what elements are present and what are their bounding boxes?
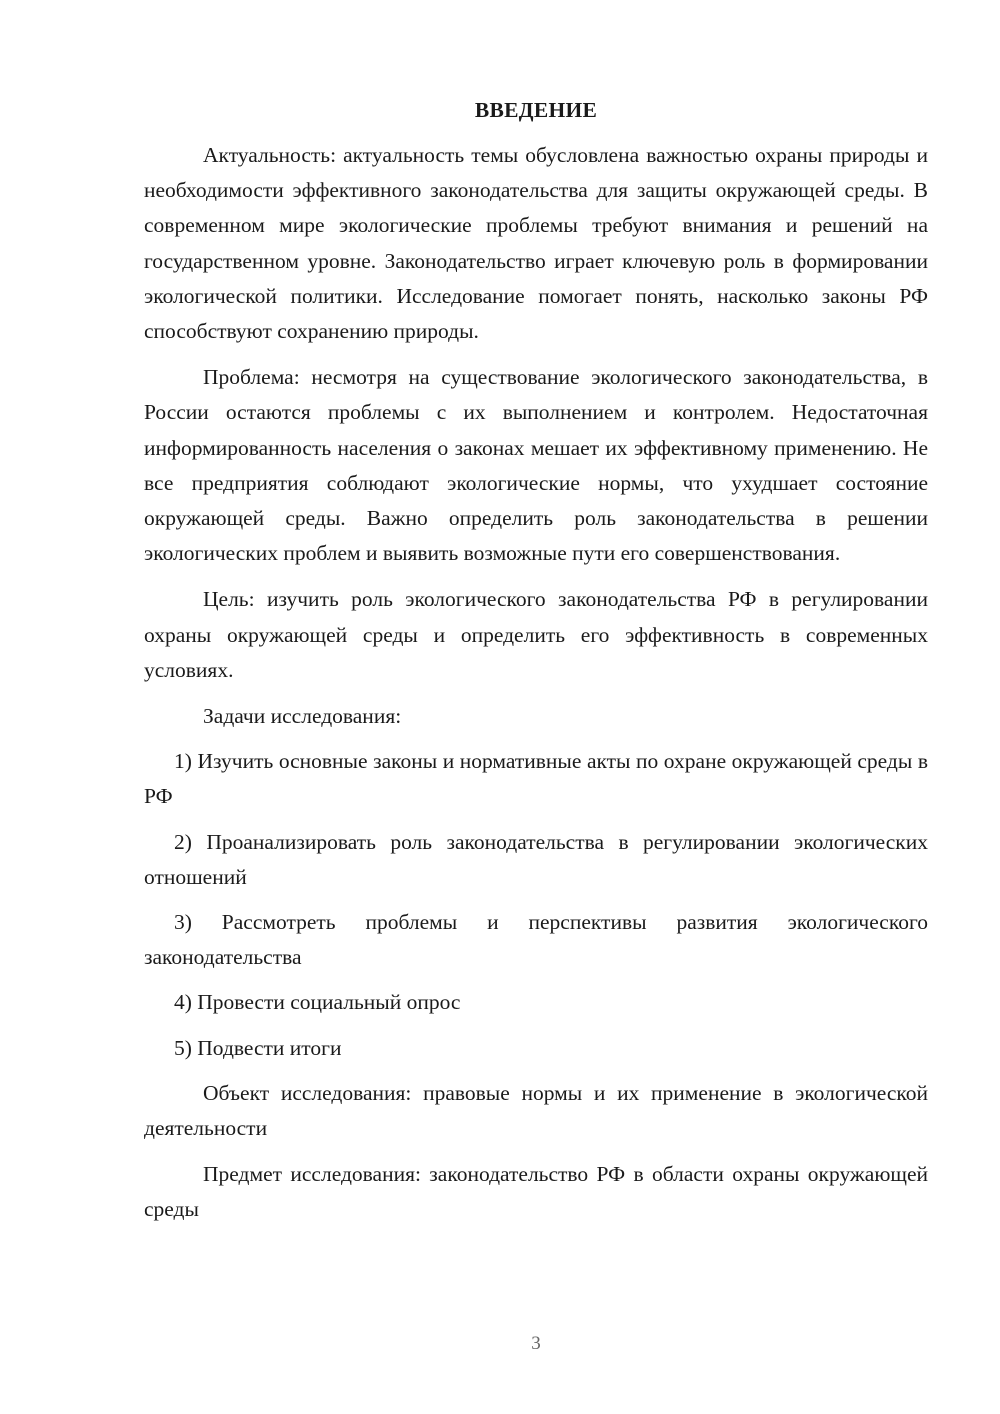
relevance-paragraph: Актуальность: актуальность темы обусловлена важностью охраны природы и необходимости эффективного законодательства для защиты окружающей среды. В современном мире экологические проблемы требуют внимания и решений на государственном уровне. Законодательство играет ключевую роль в формировании экологической политики. Исследование помогает понять, насколько законы РФ способствуют сохранению природы. (144, 143, 928, 344)
document-page (144, 92, 928, 1239)
page-number: 3 (531, 1333, 541, 1354)
task-item-5: 5) Подвести итоги (174, 1035, 342, 1060)
task-item-4: 4) Провести социальный опрос (174, 990, 461, 1015)
problem-paragraph: Проблема: несмотря на существование экологического законодательства, в России остаются проблемы с их выполнением и контролем. Недостаточная информированность населения о законах мешает их эффективному применению. Не все предприятия соблюдают экологические нормы, что ухудшает состояние окружающей среды. Важно определить роль законодательства в решении экологических проблем и выявить возможные пути его совершенствования. (144, 365, 928, 566)
object-paragraph: Объект исследования: правовые нормы и их применение в экологической деятельности (144, 1080, 928, 1141)
task-item-3: 3) Рассмотреть проблемы и перспективы развития экологического законодательства (144, 910, 928, 970)
goal-paragraph: Цель: изучить роль экологического законодательства РФ в регулировании охраны окружающей среды и определить его эффективность в современных условиях. (144, 587, 928, 682)
subject-paragraph: Предмет исследования: законодательство РФ в области охраны окружающей среды (144, 1162, 928, 1222)
tasks-heading: Задачи исследования: (203, 704, 402, 729)
task-item-2: 2) Проанализировать роль законодательства в регулировании экологических отношений (144, 829, 928, 889)
task-item-1: 1) Изучить основные законы и нормативные акты по охране окружающей среды в РФ (144, 749, 928, 809)
page-title: ВВЕДЕНИЕ (474, 98, 598, 122)
